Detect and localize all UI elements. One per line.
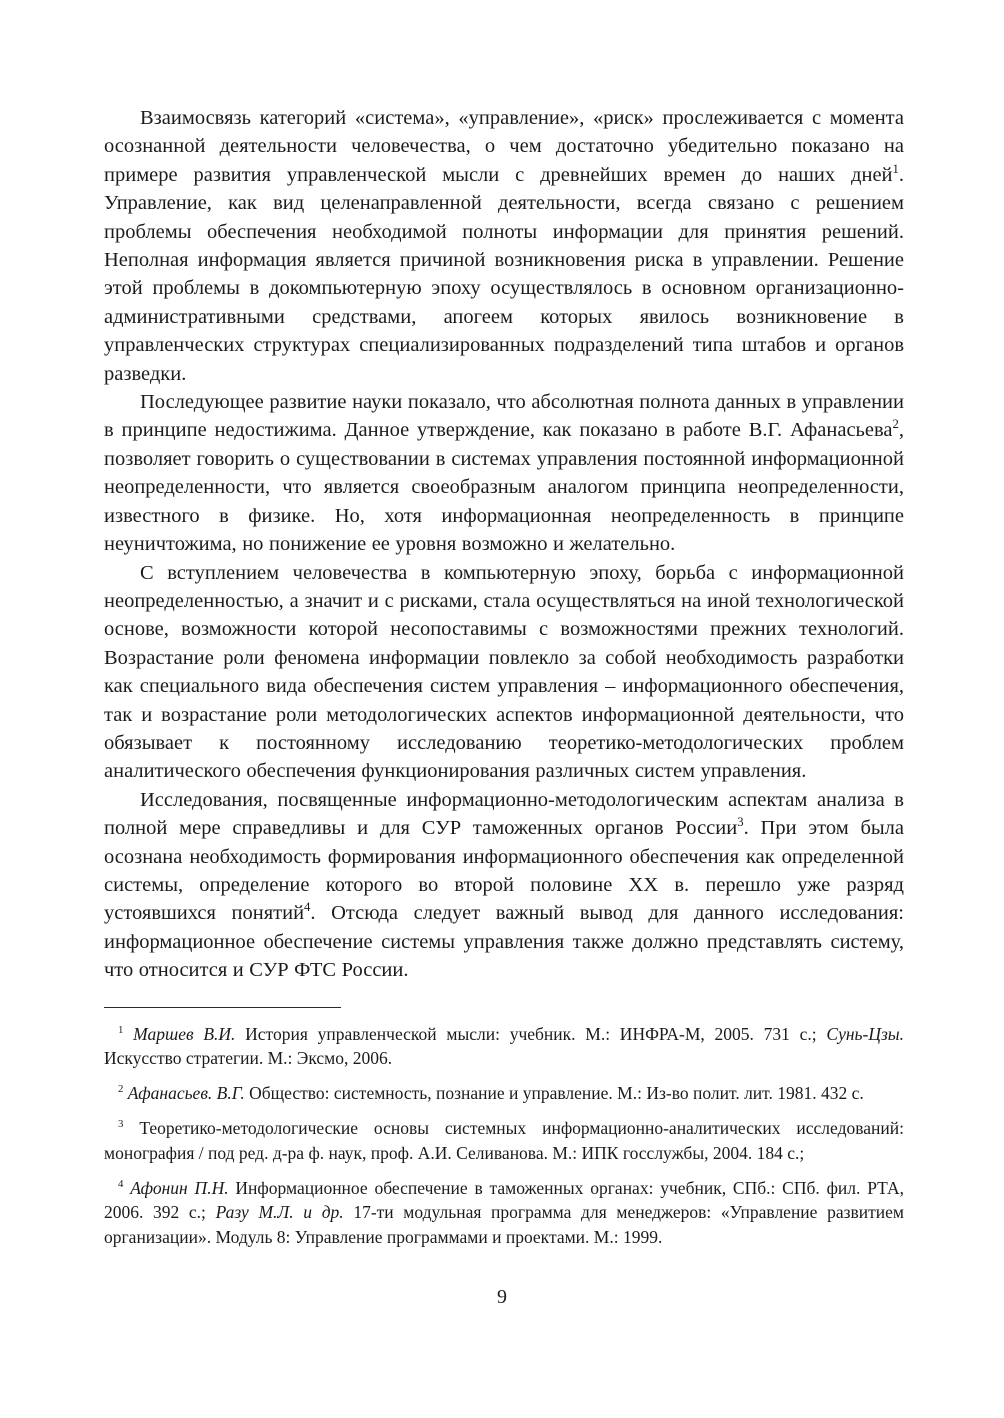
paragraph: С вступлением человечества в компьютерную эпоху, борьба с информационной неопределенностью, а значит и с рисками, стала осуществляться на иной технологической основе, возможности которой несопоставимы с возможностями прежних технологий. Возрастание роли феномена информации повлекло за собой необходимость разработки как специального вида обеспечения систем управления – информационного обеспечения, так и возрастание роли методологических аспектов информационной деятельности, что обязывает к постоянному исследованию теоретико-методологических проблем аналитического обеспечения функционирования различных систем управления. bbox=[104, 561, 904, 783]
footnote: $^2$ Афанасьев. В.Г. Общество: системность, познание и управление. М.: Из-во полит. лит. 1981. 432 с. bbox=[118, 1083, 864, 1104]
footnote: $^3$ Теоретико-методологические основы системных информационно-аналитических исследований: монография / под ред. д-ра ф. наук, проф. А.И. Селиванова. М.: ИПК госслужбы, 2004. 184 с.; bbox=[104, 1117, 904, 1163]
footnote: $^1$ Маршев В.И. История управленческой мысли: учебник. М.: ИНФРА-М, 2005. 731 с.; Сунь-Цзы. Искусство стратегии. М.: Эксмо, 2006. bbox=[104, 1023, 905, 1069]
paragraph: Взаимосвязь категорий «система», «управление», «риск» прослеживается с момента осознанной деятельности человечества, о чем достаточно убедительно показано на примере развития управленческой мысли с древнейших времен до наших дней$^1$. Управление, как вид целенаправленной деятельности, всегда связано с решением проблемы обеспечения необходимой полноты информации для принятия решений. Неполная информация является причиной возникновения риска в управлении. Решение этой проблемы в докомпьютерную эпоху осуществлялось в основном организационно-административными средствами, апогеем которых явилось возникновение в управленческих структурах специализированных подразделений типа штабов и органов разведки. bbox=[104, 107, 904, 385]
main-text-block bbox=[104, 104, 904, 1260]
paragraph: Последующее развитие науки показало, что абсолютная полнота данных в управлении в принципе недостижима. Данное утверждение, как показано в работе В.Г. Афанасьева$^2$, позволяет говорить о существовании в системах управления постоянной информационной неопределенности, что является своеобразным аналогом принципа неопределенности, известного в физике. Но, хотя информационная неопределенность в принципе неуничтожима, но понижение ее уровня возможно и желательно. bbox=[104, 391, 904, 556]
page-number: 9 bbox=[497, 1286, 507, 1308]
footnote-separator bbox=[104, 1007, 341, 1008]
footnote: $^4$ Афонин П.Н. Информационное обеспечение в таможенных органах: учебник, СПб.: СПб. фил. РТА, 2006. 392 с.; Разу М.Л. и др. 17-ти модульная программа для менеджеров: «Управление развитием организации». Модуль 8: Управление программами и проектами. М.: 1999. bbox=[104, 1177, 905, 1248]
paragraph: Исследования, посвященные информационно-методологическим аспектам анализа в полной мере справедливы и для СУР таможенных органов России$^3$. При этом была осознана необходимость формирования информационного обеспечения как определенной системы, определение которого во второй половине XX в. перешло уже разряд устоявшихся понятий$^4$. Отсюда следует важный вывод для данного исследования: информационное обеспечение системы управления также должно представлять систему, что относится и СУР ФТС России. bbox=[104, 788, 905, 982]
